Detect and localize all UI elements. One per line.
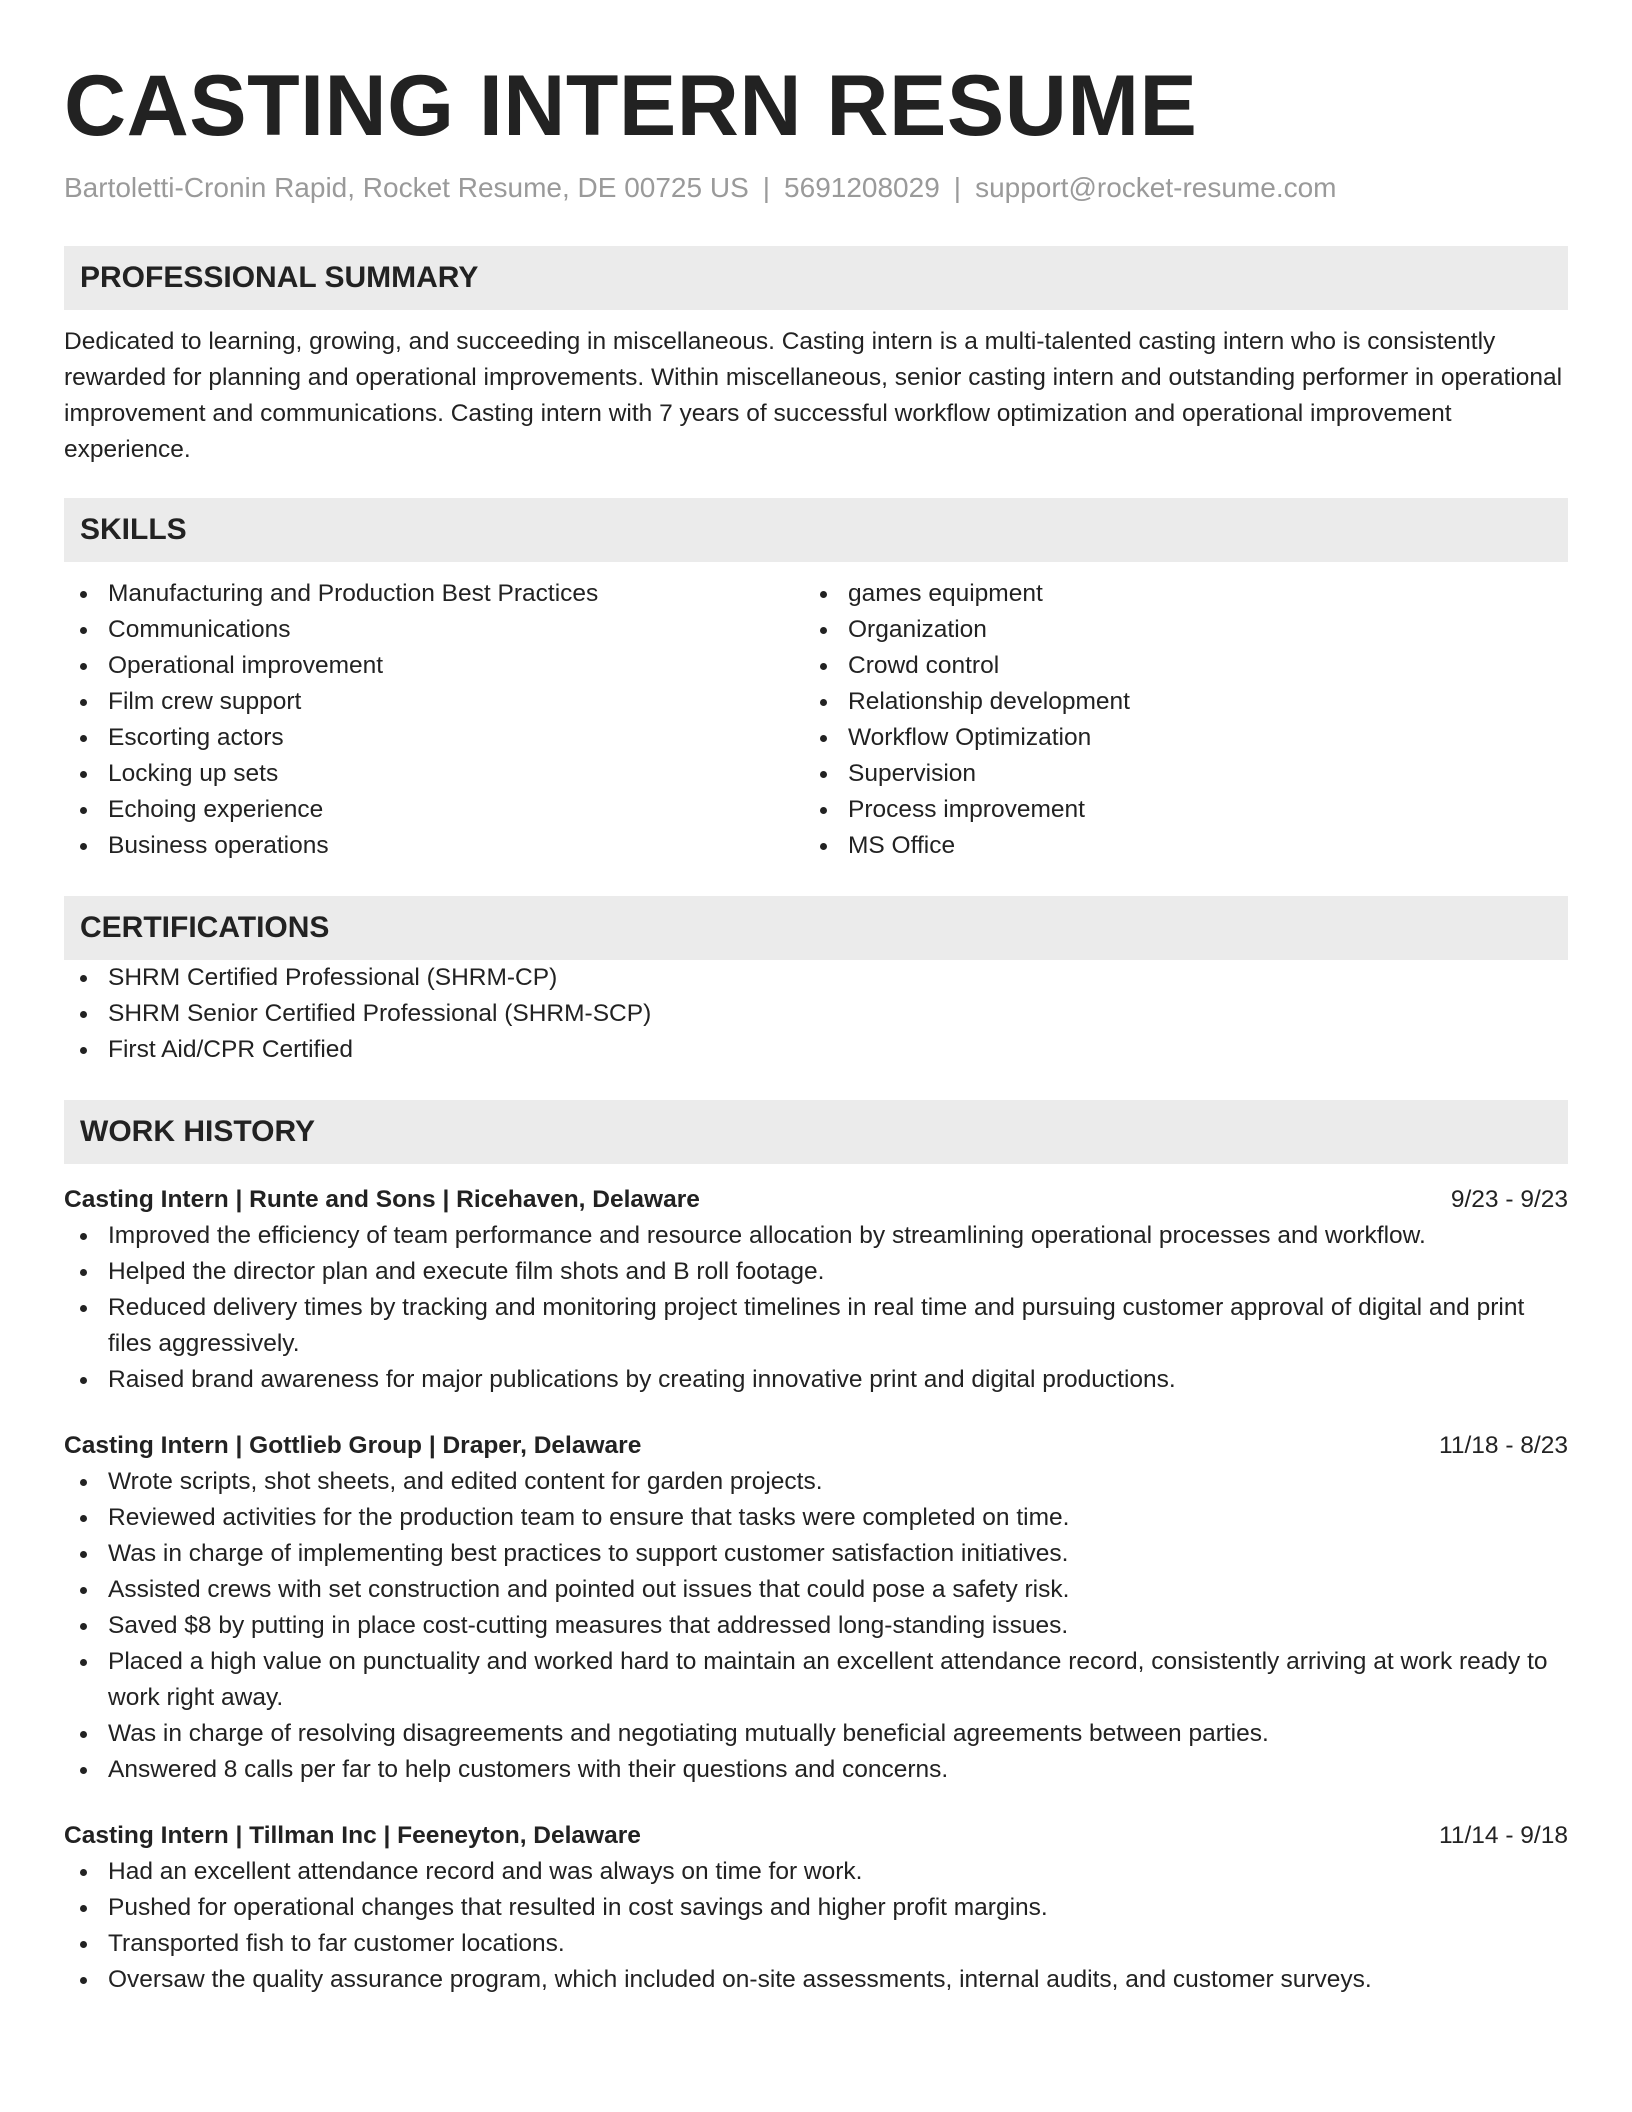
job-bullet: Reduced delivery times by tracking and monitoring project timelines in real time and pursuing customer approval of digital and print files aggressively. [64, 1290, 1568, 1362]
certification-item: First Aid/CPR Certified [64, 1032, 1568, 1068]
summary-text: Dedicated to learning, growing, and succeeding in miscellaneous. Casting intern is a multi-talented casting intern who is consistently rewarded for planning and operational improvements. Within miscellaneous, senior casting intern and outstanding performer in operational improvement and communications. Casting intern with 7 years of successful workflow optimization and operational improvement experience. [64, 328, 1563, 463]
job-bullets [64, 1218, 1568, 1398]
section-header-work-history: WORK HISTORY [64, 1100, 1568, 1164]
contact-separator: | [953, 172, 962, 203]
skill-item: Manufacturing and Production Best Practices [64, 576, 804, 612]
job-bullet: Pushed for operational changes that resulted in cost savings and higher profit margins. [64, 1890, 1568, 1926]
skill-item: MS Office [804, 828, 1544, 864]
skill-item: Process improvement [804, 792, 1544, 828]
job-bullet: Answered 8 calls per far to help customers with their questions and concerns. [64, 1752, 1568, 1788]
skill-item: Supervision [804, 756, 1544, 792]
skill-item: games equipment [804, 576, 1544, 612]
job-title: Casting Intern | Runte and Sons | Ricehaven, Delaware [64, 1186, 700, 1213]
skill-item: Organization [804, 612, 1544, 648]
job-dates: 11/18 - 8/23 [1439, 1432, 1568, 1459]
job-dates: 11/14 - 9/18 [1439, 1822, 1568, 1849]
job-bullets [64, 1464, 1568, 1788]
contact-email: support@rocket-resume.com [975, 172, 1337, 203]
job-entry [64, 1428, 1568, 1788]
job-bullet: Wrote scripts, shot sheets, and edited content for garden projects. [64, 1464, 1568, 1500]
job-bullet: Transported fish to far customer locations. [64, 1926, 1568, 1962]
job-bullet: Improved the efficiency of team performance and resource allocation by streamlining operational processes and workflow. [64, 1218, 1568, 1254]
job-bullet: Assisted crews with set construction and pointed out issues that could pose a safety risk. [64, 1572, 1568, 1608]
certifications-list [64, 960, 1568, 1068]
certification-item: SHRM Certified Professional (SHRM-CP) [64, 960, 1568, 996]
job-bullet: Reviewed activities for the production team to ensure that tasks were completed on time. [64, 1500, 1568, 1536]
job-bullet: Was in charge of resolving disagreements and negotiating mutually beneficial agreements between parties. [64, 1716, 1568, 1752]
job-bullet: Placed a high value on punctuality and worked hard to maintain an excellent attendance record, consistently arriving at work ready to work right away. [64, 1644, 1568, 1716]
skill-item: Locking up sets [64, 756, 804, 792]
job-bullet: Saved $8 by putting in place cost-cutting measures that addressed long-standing issues. [64, 1608, 1568, 1644]
skills-list-left [64, 576, 804, 864]
skill-item: Operational improvement [64, 648, 804, 684]
skill-item: Business operations [64, 828, 804, 864]
job-bullet: Oversaw the quality assurance program, which included on-site assessments, internal audits, and customer surveys. [64, 1962, 1568, 1998]
skill-item: Escorting actors [64, 720, 804, 756]
job-bullet: Had an excellent attendance record and was always on time for work. [64, 1854, 1568, 1890]
contact-separator: | [762, 172, 771, 203]
job-bullets [64, 1854, 1568, 1998]
job-title: Casting Intern | Tillman Inc | Feeneyton, Delaware [64, 1822, 641, 1849]
skill-item: Crowd control [804, 648, 1544, 684]
skills-grid [64, 576, 1568, 864]
skill-item: Echoing experience [64, 792, 804, 828]
section-header-skills: SKILLS [64, 498, 1568, 562]
job-entry [64, 1182, 1568, 1398]
job-bullet: Helped the director plan and execute film shots and B roll footage. [64, 1254, 1568, 1290]
contact-line [64, 170, 1568, 206]
skills-list-right [804, 576, 1544, 864]
contact-address: Bartoletti-Cronin Rapid, Rocket Resume, DE 00725 US [64, 172, 749, 203]
section-header-summary: PROFESSIONAL SUMMARY [64, 246, 1568, 310]
skill-item: Workflow Optimization [804, 720, 1544, 756]
skill-item: Film crew support [64, 684, 804, 720]
certification-item: SHRM Senior Certified Professional (SHRM-SCP) [64, 996, 1568, 1032]
job-entry [64, 1818, 1568, 1998]
contact-phone: 5691208029 [784, 172, 940, 203]
resume-title: CASTING INTERN RESUME [64, 58, 1198, 154]
job-bullet: Was in charge of implementing best practices to support customer satisfaction initiatives. [64, 1536, 1568, 1572]
job-bullet: Raised brand awareness for major publications by creating innovative print and digital productions. [64, 1362, 1568, 1398]
section-header-certifications: CERTIFICATIONS [64, 896, 1568, 960]
job-title: Casting Intern | Gottlieb Group | Draper, Delaware [64, 1432, 642, 1459]
job-dates: 9/23 - 9/23 [1450, 1186, 1568, 1213]
job-header [64, 1818, 1568, 1854]
skill-item: Relationship development [804, 684, 1544, 720]
job-header [64, 1182, 1568, 1218]
skill-item: Communications [64, 612, 804, 648]
job-header [64, 1428, 1568, 1464]
